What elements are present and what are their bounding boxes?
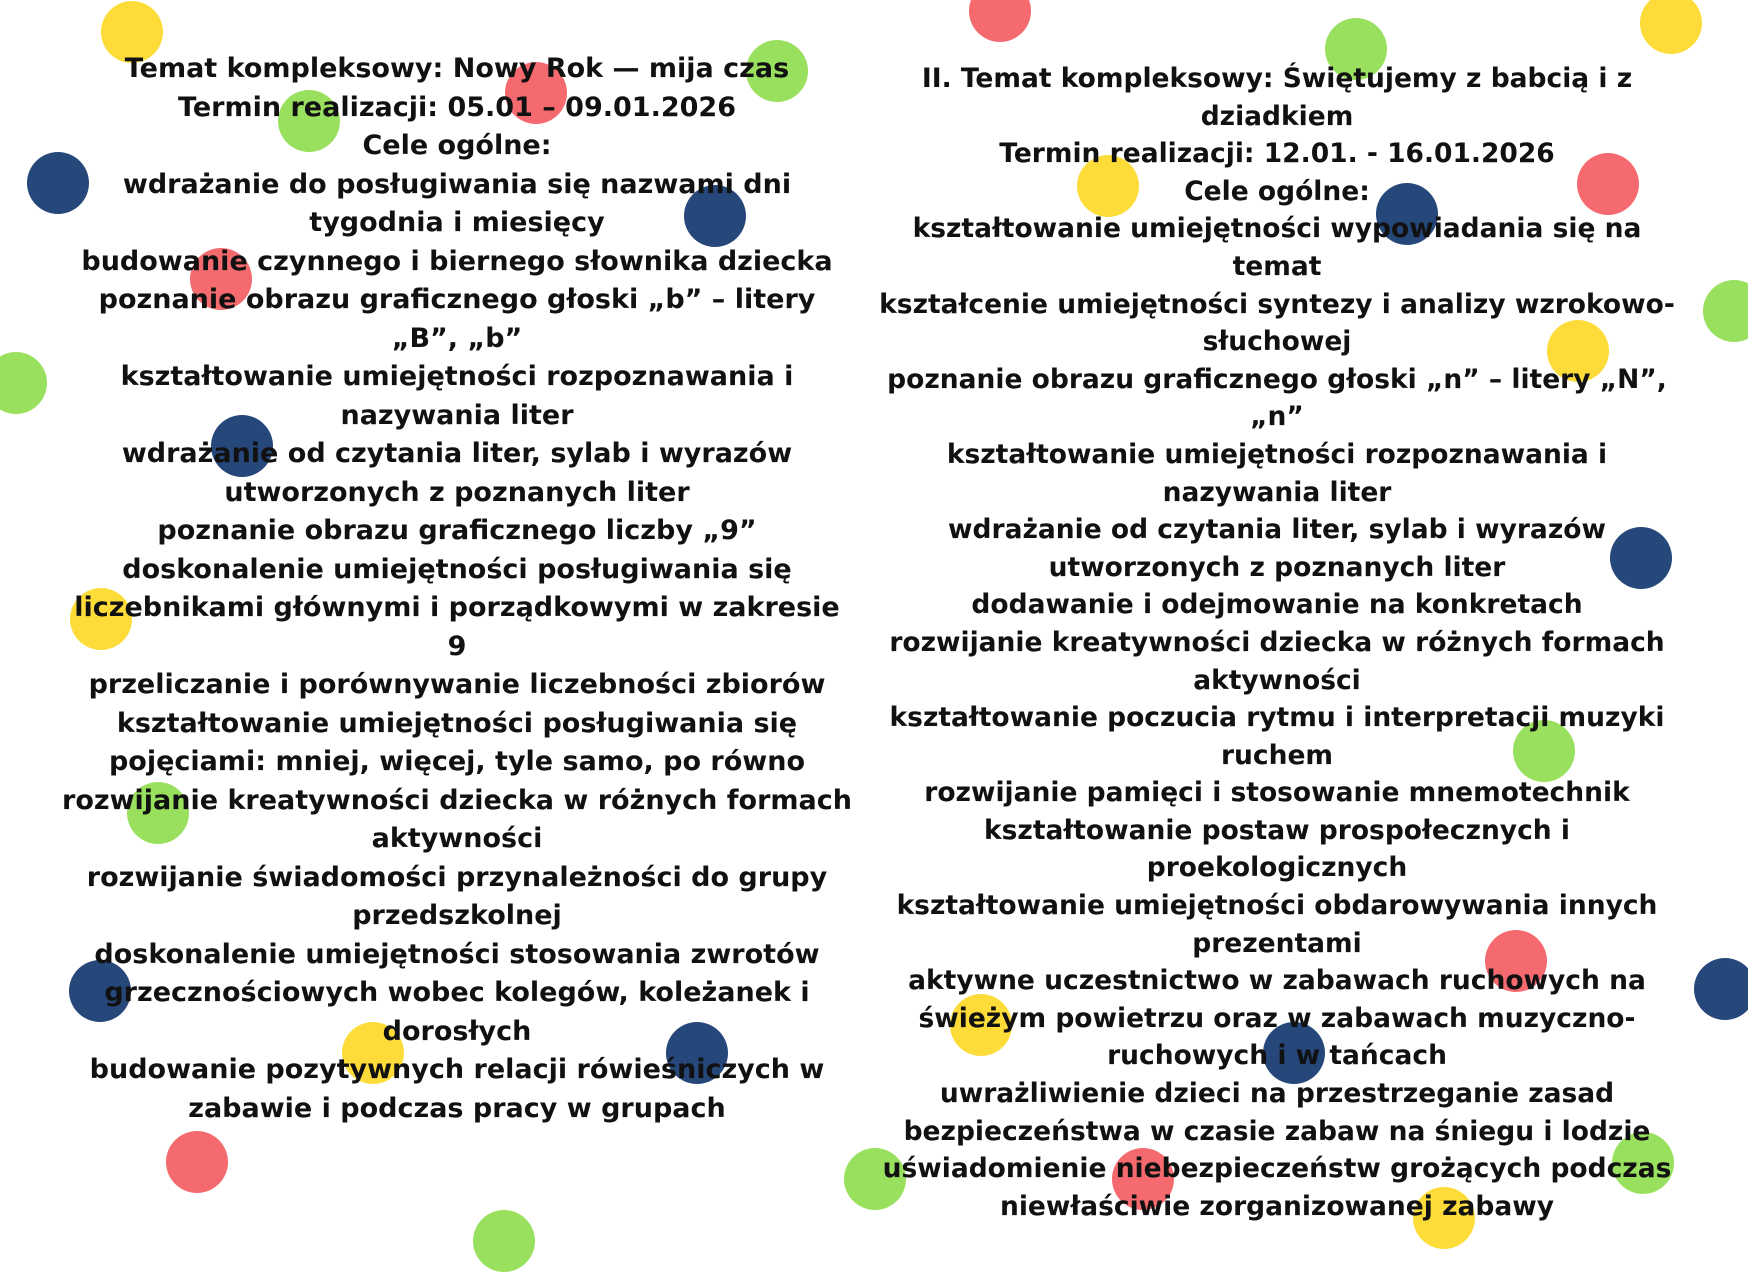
goal-item: budowanie czynnego i biernego słownika dziecka [81, 245, 833, 277]
right-topic-column [872, 60, 1682, 1225]
goal-item: poznanie obrazu graficznego głoski „n” – litery „N”, „n” [887, 363, 1667, 433]
goal-item: aktywne uczestnictwo w zabawach ruchowych na świeżym powietrzu oraz w zabawach muzyczno-ruchowych i w tańcach [908, 965, 1646, 1072]
dot-yellow [1640, 0, 1702, 54]
left-topic-dates: Termin realizacji: 05.01 – 09.01.2026 [178, 91, 736, 123]
goal-item: wdrażanie od czytania liter, sylab i wyrazów utworzonych z poznanych liter [948, 514, 1606, 583]
goal-item: kształtowanie postaw prospołecznych i proekologicznych [984, 814, 1570, 884]
goal-item: doskonalenie umiejętności stosowania zwrotów grzecznościowych wobec kolegów, koleżanek i dorosłych [94, 938, 820, 1047]
goal-item: kształtowanie poczucia rytmu i interpretacji muzyki ruchem [889, 702, 1665, 771]
goal-item: kształcenie umiejętności syntezy i analizy wzrokowo-słuchowej [879, 288, 1675, 358]
goal-item: kształtowanie umiejętności wypowiadania się na temat [912, 213, 1642, 282]
goal-item: kształtowanie umiejętności posługiwania się pojęciami: mniej, więcej, tyle samo, po równo [108, 707, 806, 777]
dot-red [969, 0, 1031, 42]
right-topic-dates: Termin realizacji: 12.01. - 16.01.2026 [999, 138, 1555, 170]
dot-red [166, 1131, 228, 1193]
goal-item: uwrażliwienie dzieci na przestrzeganie zasad bezpieczeństwa w czasie zabaw na śniegu i lodzie [903, 1078, 1651, 1147]
goal-item: rozwijanie pamięci i stosowanie mnemotechnik [924, 777, 1630, 809]
dot-green [1703, 280, 1748, 342]
dot-green [0, 352, 47, 414]
goal-item: uświadomienie niebezpieczeństw grożących podczas niewłaściwie zorganizowanej zabawy [882, 1153, 1672, 1222]
goal-item: rozwijanie kreatywności dziecka w różnych formach aktywności [62, 784, 852, 854]
goal-item: dodawanie i odejmowanie na konkretach [971, 589, 1583, 621]
goal-item: wdrażanie do posługiwania się nazwami dni tygodnia i miesięcy [122, 168, 792, 238]
right-goals-list [872, 210, 1682, 1225]
dot-navy [1694, 958, 1748, 1020]
goal-item: poznanie obrazu graficznego głoski „b” – litery „B”, „b” [98, 284, 816, 354]
goal-item: wdrażanie od czytania liter, sylab i wyrazów utworzonych z poznanych liter [121, 438, 793, 508]
goal-item: doskonalenie umiejętności posługiwania się liczebnikami głównymi i porządkowymi w zakresie 9 [74, 553, 840, 662]
goal-item: kształtowanie umiejętności rozpoznawania i nazywania liter [120, 361, 794, 431]
dot-green [473, 1210, 535, 1272]
goal-item: rozwijanie świadomości przynależności do grupy przedszkolnej [86, 861, 828, 931]
goal-item: rozwijanie kreatywności dziecka w różnych formach aktywności [889, 626, 1665, 696]
left-goals-list [62, 166, 852, 1129]
right-goals-heading: Cele ogólne: [1184, 175, 1370, 207]
goal-item: poznanie obrazu graficznego liczby „9” [157, 515, 757, 546]
goal-item: przeliczanie i porównywanie liczebności zbiorów [88, 669, 826, 700]
goal-item: kształtowanie umiejętności obdarowywania innych prezentami [896, 890, 1658, 959]
left-topic-title: Temat kompleksowy: Nowy Rok — mija czas [124, 53, 790, 84]
goal-item: budowanie pozytywnych relacji rówieśniczych w zabawie i podczas pracy w grupach [89, 1054, 825, 1124]
left-goals-heading: Cele ogólne: [362, 130, 552, 161]
goal-item: kształtowanie umiejętności rozpoznawania i nazywania liter [946, 438, 1608, 508]
left-topic-column [62, 50, 852, 1128]
right-topic-title: II. Temat kompleksowy: Świętujemy z babcią i z dziadkiem [921, 63, 1633, 132]
